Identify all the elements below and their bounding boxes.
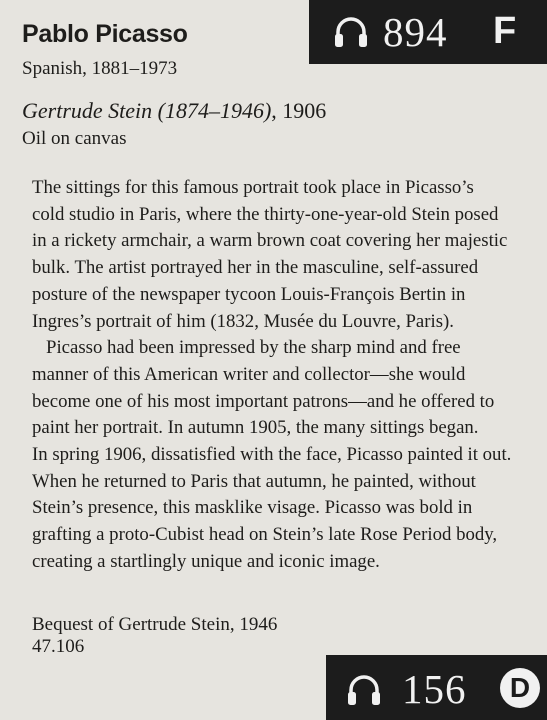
audio-stop-number: 156 — [402, 666, 467, 712]
accession-number: 47.106 — [32, 636, 85, 657]
text-line: When he returned to Paris that autumn, he painted, without — [32, 470, 476, 492]
text-line: posture of the newspaper tycoon Louis-François Bertin in — [32, 283, 466, 305]
text-line: become one of his most important patrons—and he offered to — [32, 390, 495, 412]
artist-nationality-dates: Spanish, 1881–1973 — [22, 58, 178, 79]
artwork-year: , 1906 — [271, 98, 327, 123]
description-text — [32, 175, 537, 576]
artwork-title-line — [22, 98, 326, 124]
artist-name: Pablo Picasso — [22, 20, 188, 48]
text-line: Picasso had been impressed by the sharp mind and free — [46, 337, 461, 359]
audio-guide-badge-top — [309, 0, 547, 64]
text-line: manner of this American writer and collector—she would — [32, 363, 466, 385]
audio-level-letter: D — [500, 668, 540, 708]
text-line: paint her portrait. In autumn 1905, the many sittings began. — [32, 417, 479, 439]
text-line: cold studio in Paris, where the thirty-one-year-old Stein posed — [32, 203, 499, 225]
credit-block — [32, 614, 277, 658]
audio-guide-badge-bottom — [326, 655, 547, 720]
text-line: The sittings for this famous portrait took place in Picasso’s — [32, 177, 474, 198]
text-line: Ingres’s portrait of him (1832, Musée du Louvre, Paris). — [32, 310, 454, 332]
text-line: in a rickety armchair, a warm brown coat covering her majestic — [32, 230, 508, 252]
text-line: Stein’s presence, this masklike visage. Picasso was bold in — [32, 497, 473, 519]
audio-level-letter: F — [493, 10, 517, 52]
text-line: In spring 1906, dissatisfied with the face, Picasso painted it out. — [32, 444, 512, 466]
description-paragraph-2 — [32, 335, 537, 575]
text-line: creating a startlingly unique and iconic image. — [32, 550, 380, 572]
text-line: grafting a proto-Cubist head on Stein’s late Rose Period body, — [32, 524, 498, 546]
description-paragraph-1 — [32, 175, 537, 335]
text-line: bulk. The artist portrayed her in the masculine, self-assured — [32, 257, 479, 279]
headphones-icon — [331, 12, 371, 57]
artwork-title: Gertrude Stein (1874–1946) — [22, 98, 272, 123]
headphones-icon — [344, 670, 384, 715]
audio-stop-number: 894 — [383, 9, 448, 55]
artwork-medium: Oil on canvas — [22, 128, 127, 149]
credit-line: Bequest of Gertrude Stein, 1946 — [32, 614, 278, 635]
